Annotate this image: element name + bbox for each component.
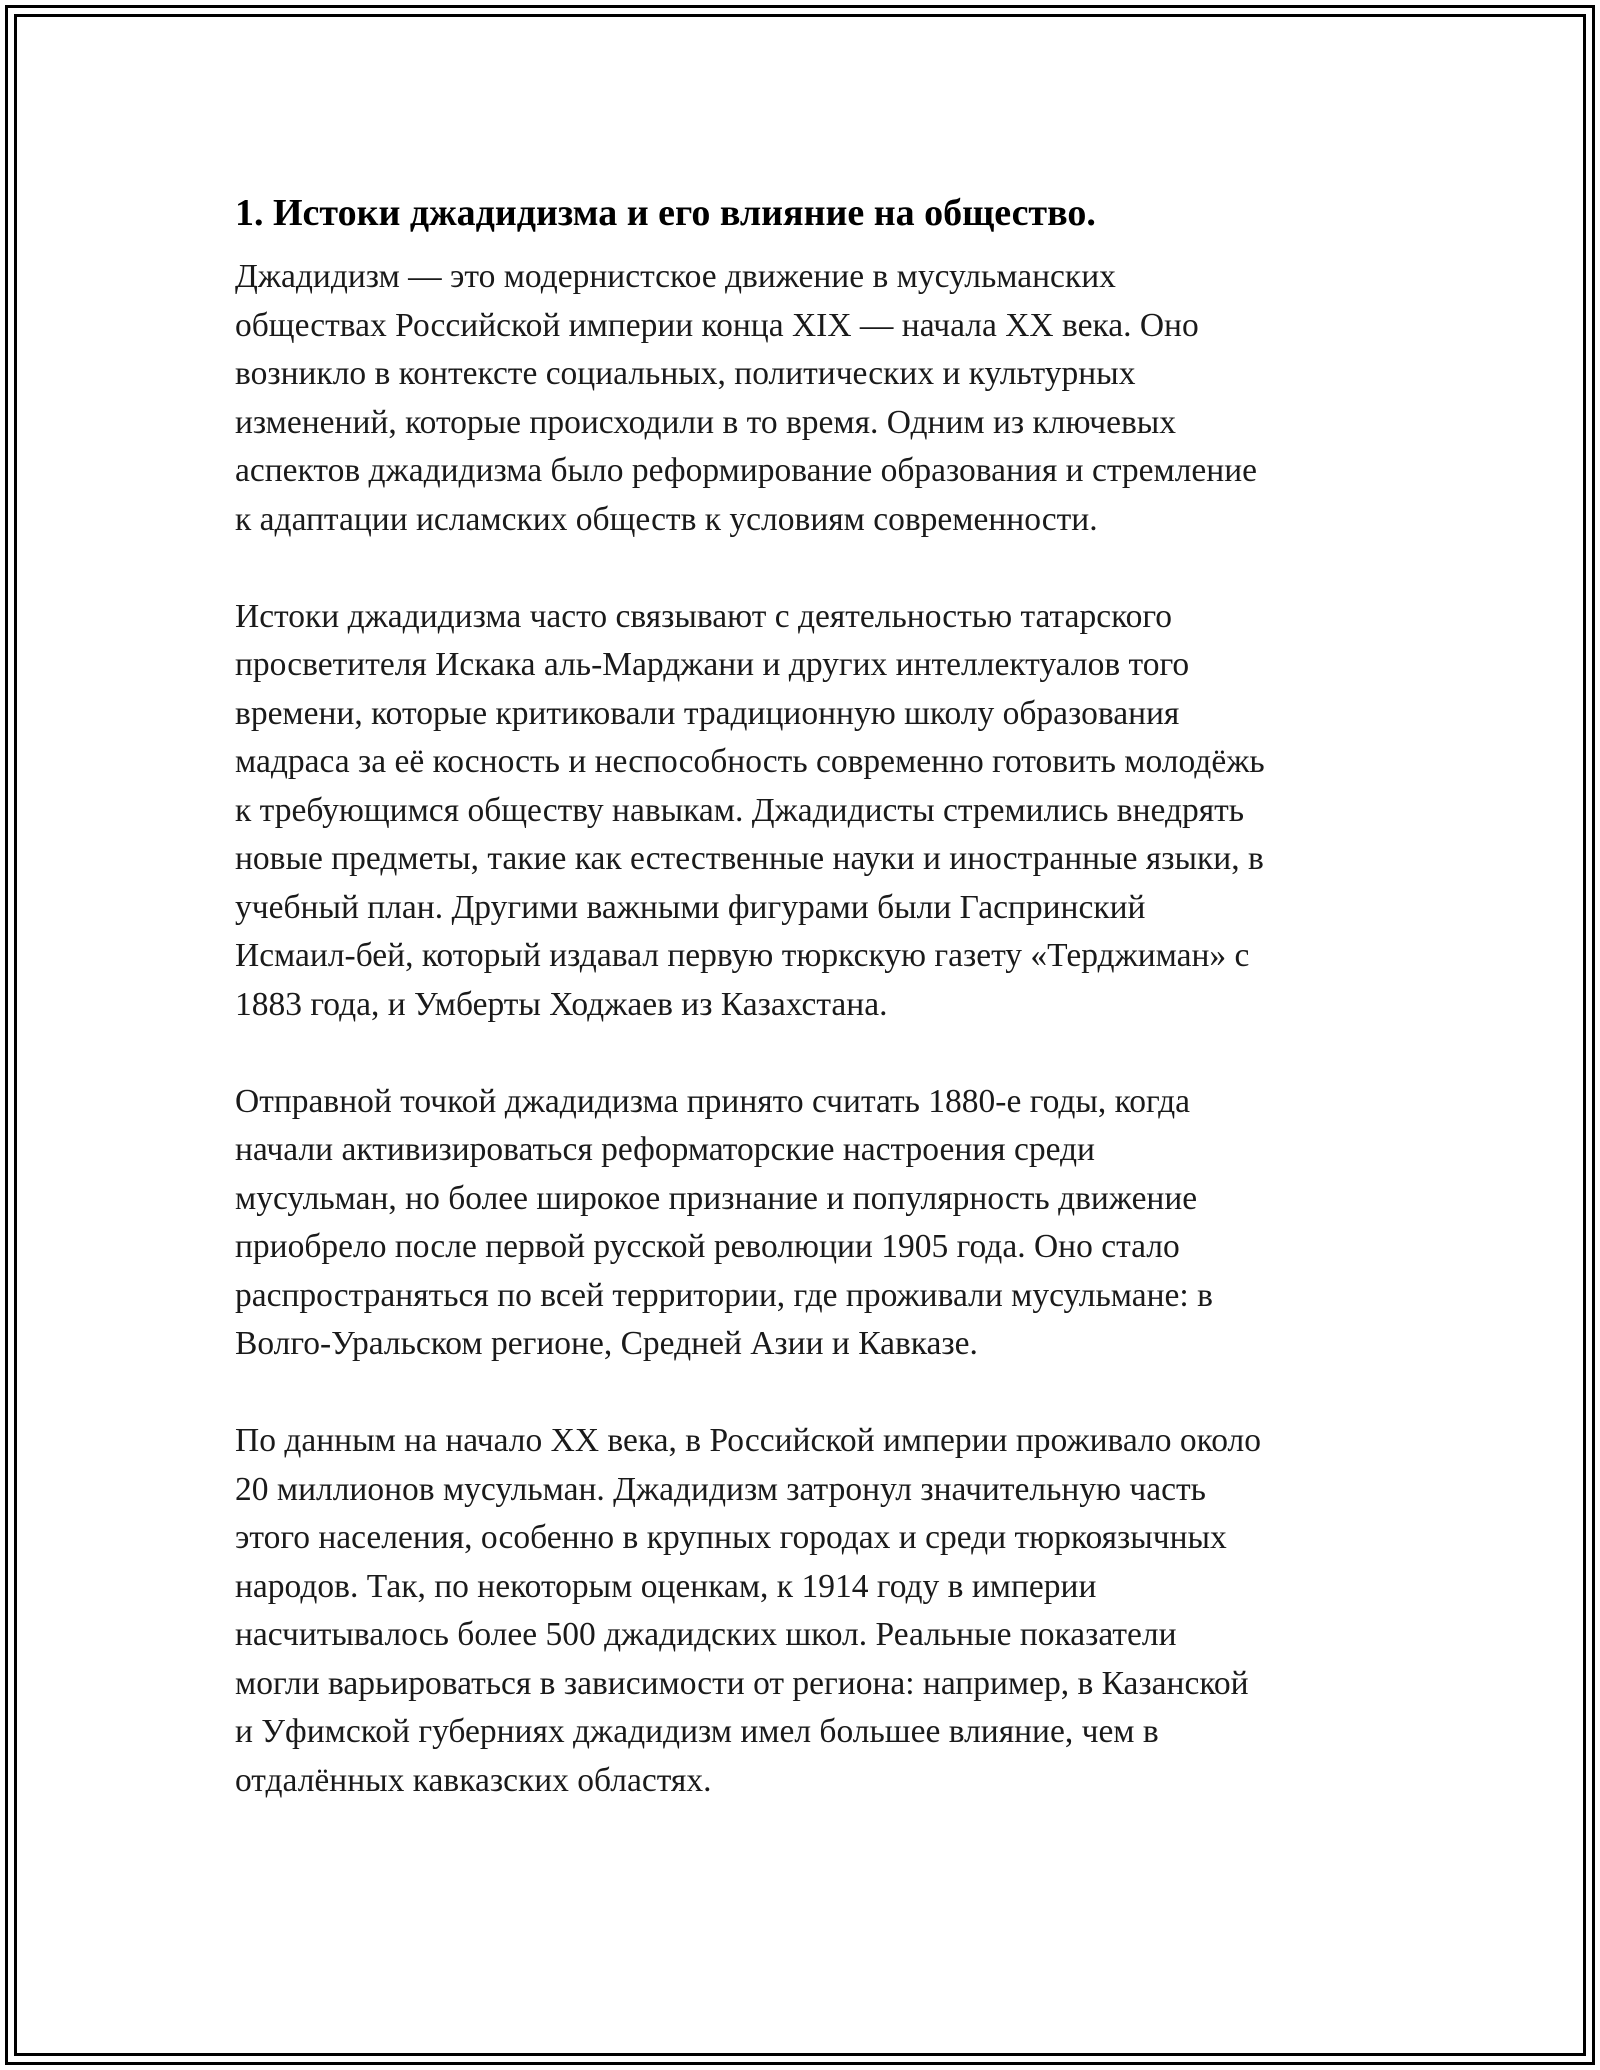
paragraph-line: новые предметы, такие как естественные науки и иностранные языки, в [235, 840, 1264, 877]
section-heading: 1. Истоки джадидизма и его влияние на общество. [235, 192, 1096, 234]
paragraph-line: Отправной точкой джадидизма принято считать 1880-е годы, когда [235, 1082, 1190, 1120]
paragraph [235, 1078, 1370, 1369]
paragraph-line: к адаптации исламских обществ к условиям современности. [235, 500, 1098, 538]
paragraph-line: возникло в контексте социальных, политических и культурных [235, 355, 1136, 392]
document-body [235, 185, 1370, 1854]
paragraph-line: просветителя Искака аль-Марджани и других интеллектуалов того [235, 646, 1190, 683]
paragraph-line: 20 миллионов мусульман. Джадидизм затронул значительную часть [235, 1470, 1206, 1508]
paragraph-line: времени, которые критиковали традиционную школу образования [235, 694, 1180, 732]
paragraph-line: отдалённых кавказских областях. [235, 1761, 712, 1799]
paragraph-line: могли варьироваться в зависимости от региона: например, в Казанской [235, 1664, 1249, 1702]
paragraph-line: Волго-Уральском регионе, Средней Азии и Кавказе. [235, 1325, 978, 1362]
paragraph-line: приобрело после первой русской революции 1905 года. Оно стало [235, 1228, 1180, 1265]
paragraph-container [235, 253, 1370, 1805]
paragraph-line: мадраса за её косность и неспособность современно готовить молодёжь [235, 743, 1265, 780]
paragraph [235, 253, 1370, 544]
paragraph-line: 1883 года, и Умберты Ходжаев из Казахстана. [235, 985, 888, 1023]
paragraph-line: обществах Российской империи конца XIX — начала XX века. Оно [235, 306, 1199, 344]
paragraph [235, 593, 1370, 1030]
paragraph-line: начали активизироваться реформаторские настроения среди [235, 1131, 1095, 1168]
paragraph-line: По данным на начало XX века, в Российской империи проживало около [235, 1422, 1262, 1459]
paragraph-line: мусульман, но более широкое признание и популярность движение [235, 1179, 1198, 1217]
paragraph-line: Исмаил-бей, который издавал первую тюркскую газету «Терджиман» с [235, 937, 1250, 974]
paragraph-line: этого населения, особенно в крупных городах и среди тюркоязычных [235, 1519, 1227, 1556]
paragraph-line: изменений, которые происходили в то время. Одним из ключевых [235, 403, 1177, 441]
paragraph-line: Джадидизм — это модернистское движение в мусульманских [235, 258, 1116, 295]
paragraph [235, 1417, 1370, 1805]
paragraph-line: учебный план. Другими важными фигурами были Гаспринский [235, 888, 1146, 926]
paragraph-line: распространяться по всей территории, где проживали мусульмане: в [235, 1276, 1213, 1314]
paragraph-line: и Уфимской губерниях джадидизм имел большее влияние, чем в [235, 1713, 1159, 1750]
paragraph-line: насчитывалось более 500 джадидских школ. Реальные показатели [235, 1616, 1177, 1653]
paragraph-line: к требующимся обществу навыкам. Джадидисты стремились внедрять [235, 791, 1245, 829]
paragraph-line: народов. Так, по некоторым оценкам, к 1914 году в империи [235, 1567, 1097, 1605]
paragraph-line: Истоки джадидизма часто связывают с деятельностью татарского [235, 597, 1173, 635]
paragraph-line: аспектов джадидизма было реформирование образования и стремление [235, 452, 1258, 489]
